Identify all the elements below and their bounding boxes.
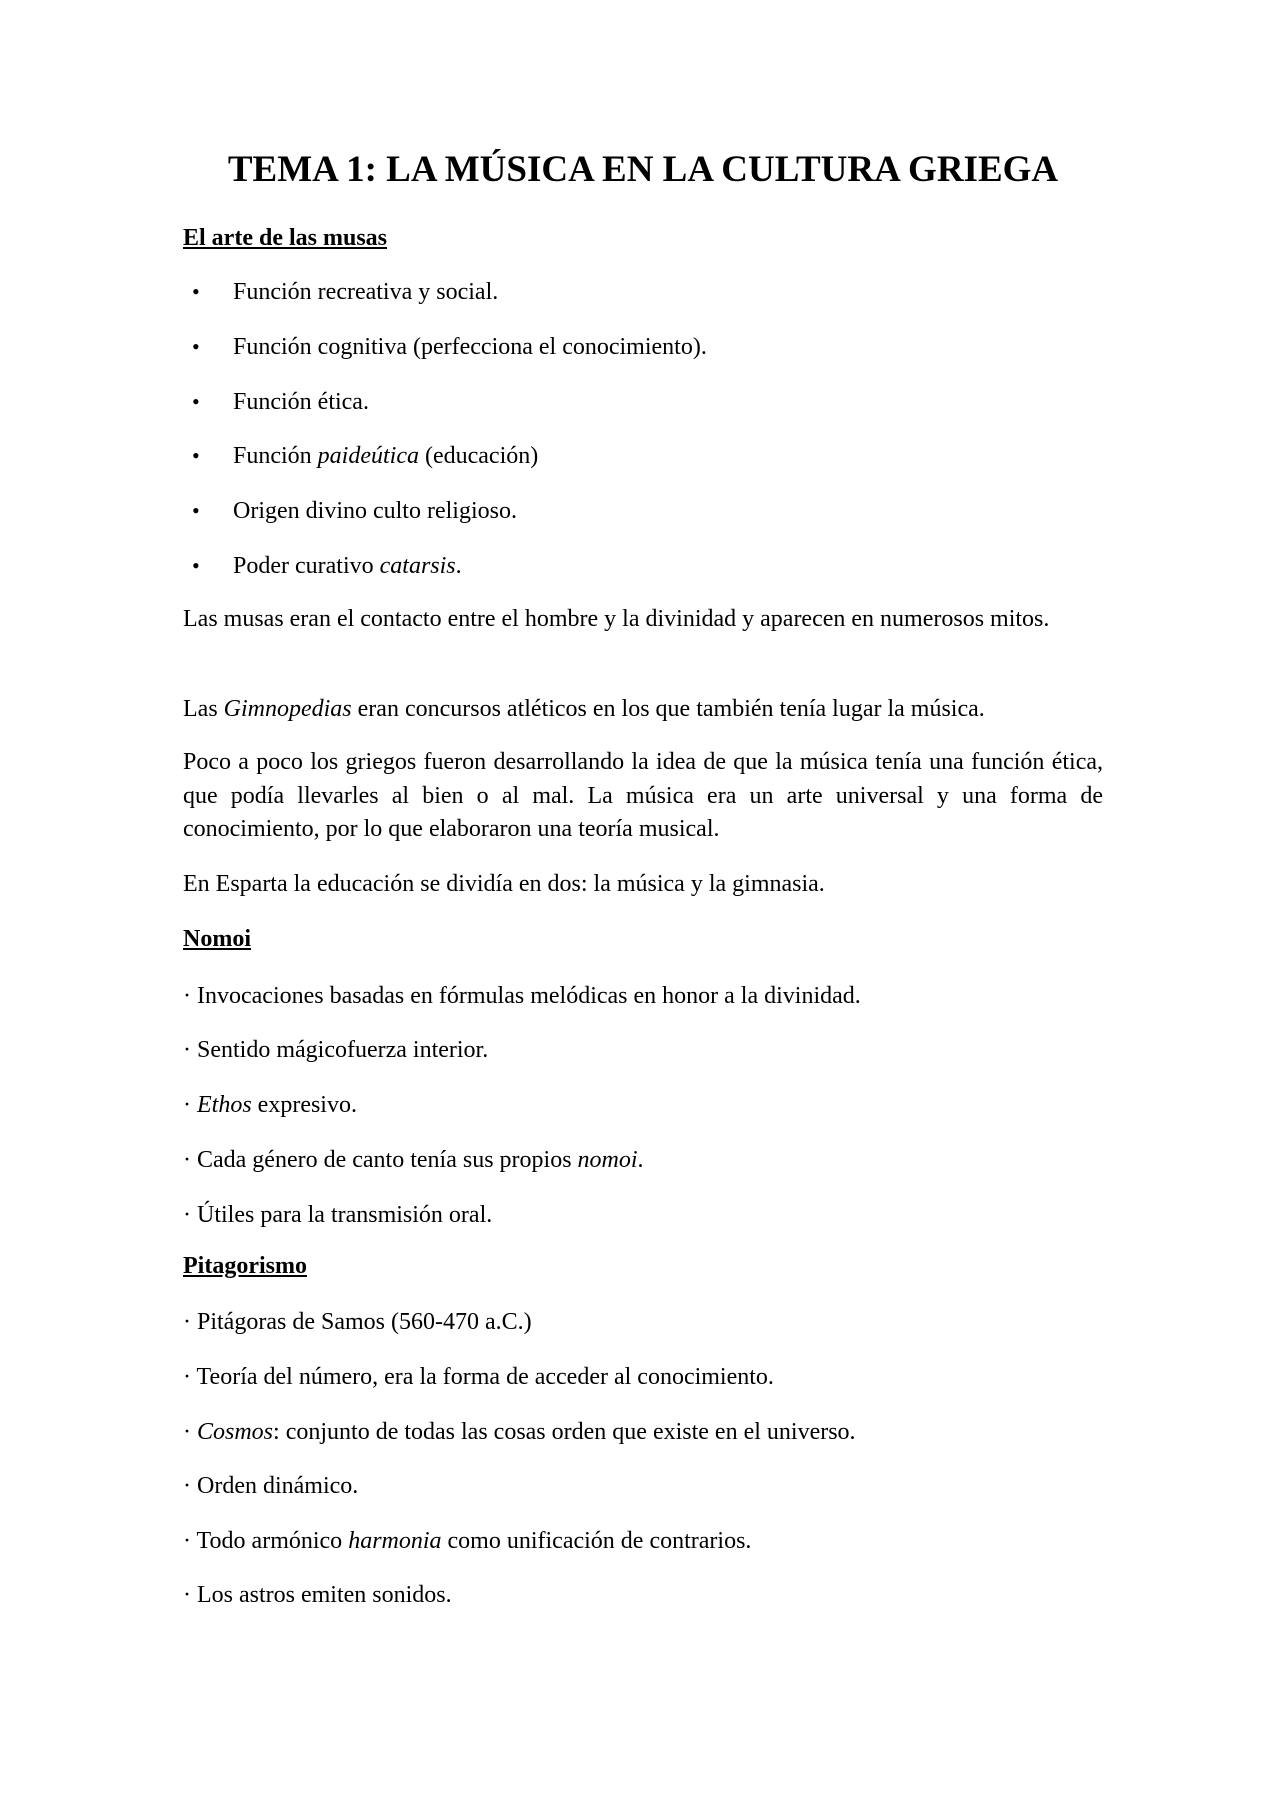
list-item: · Pitágoras de Samos (560-470 a.C.) xyxy=(183,1309,532,1335)
paragraph-gimnopedias: Las Gimnopedias eran concursos atléticos en los que también tenía lugar la música. xyxy=(183,696,985,722)
list-item: · Los astros emiten sonidos. xyxy=(183,1582,452,1608)
bullet-icon: • xyxy=(192,553,200,578)
list-item: · Cosmos: conjunto de todas las cosas orden que existe en el universo. xyxy=(183,1419,856,1445)
bullet-text: Función paideútica (educación) xyxy=(233,443,539,469)
bullet-text: Función cognitiva (perfecciona el conocimiento). xyxy=(233,334,707,360)
list-item: · Orden dinámico. xyxy=(183,1473,359,1499)
bullet-text: Función recreativa y social. xyxy=(233,279,499,305)
paragraph-etica: Poco a poco los griegos fueron desarrollando la idea de que la música tenía una función ética, que podía llevarles al bien o al mal. La música era un arte universal y una forma de conocimiento, por lo que elaboraron una teoría musical. xyxy=(183,749,1103,842)
bullet-icon: • xyxy=(192,498,200,523)
bullet-icon: • xyxy=(192,279,200,304)
list-item: · Cada género de canto tenía sus propios nomoi. xyxy=(183,1147,644,1173)
list-item: · Invocaciones basadas en fórmulas melódicas en honor a la divinidad. xyxy=(183,983,861,1009)
paragraph-esparta: En Esparta la educación se dividía en dos: la música y la gimnasia. xyxy=(183,871,825,897)
list-item: · Ethos expresivo. xyxy=(183,1092,357,1118)
paragraph-musas: Las musas eran el contacto entre el hombre y la divinidad y aparecen en numerosos mitos. xyxy=(183,606,1050,632)
list-item: · Todo armónico harmonia como unificación de contrarios. xyxy=(183,1528,752,1554)
bullet-text: Poder curativo catarsis. xyxy=(233,553,462,579)
section-heading-nomoi: Nomoi xyxy=(183,926,251,952)
bullet-icon: • xyxy=(192,443,200,468)
list-item: · Sentido mágicofuerza interior. xyxy=(183,1037,489,1063)
page-title: TEMA 1: LA MÚSICA EN LA CULTURA GRIEGA xyxy=(227,149,1059,190)
bullet-icon: • xyxy=(192,334,200,359)
bullet-icon: • xyxy=(192,389,200,414)
section-heading-pitagorismo: Pitagorismo xyxy=(183,1253,307,1279)
bullet-text: Función ética. xyxy=(233,389,369,415)
section-heading-musas: El arte de las musas xyxy=(183,225,387,251)
list-item: · Teoría del número, era la forma de acceder al conocimiento. xyxy=(183,1364,774,1390)
bullet-text: Origen divino culto religioso. xyxy=(233,498,517,524)
list-item: · Útiles para la transmisión oral. xyxy=(183,1202,493,1228)
